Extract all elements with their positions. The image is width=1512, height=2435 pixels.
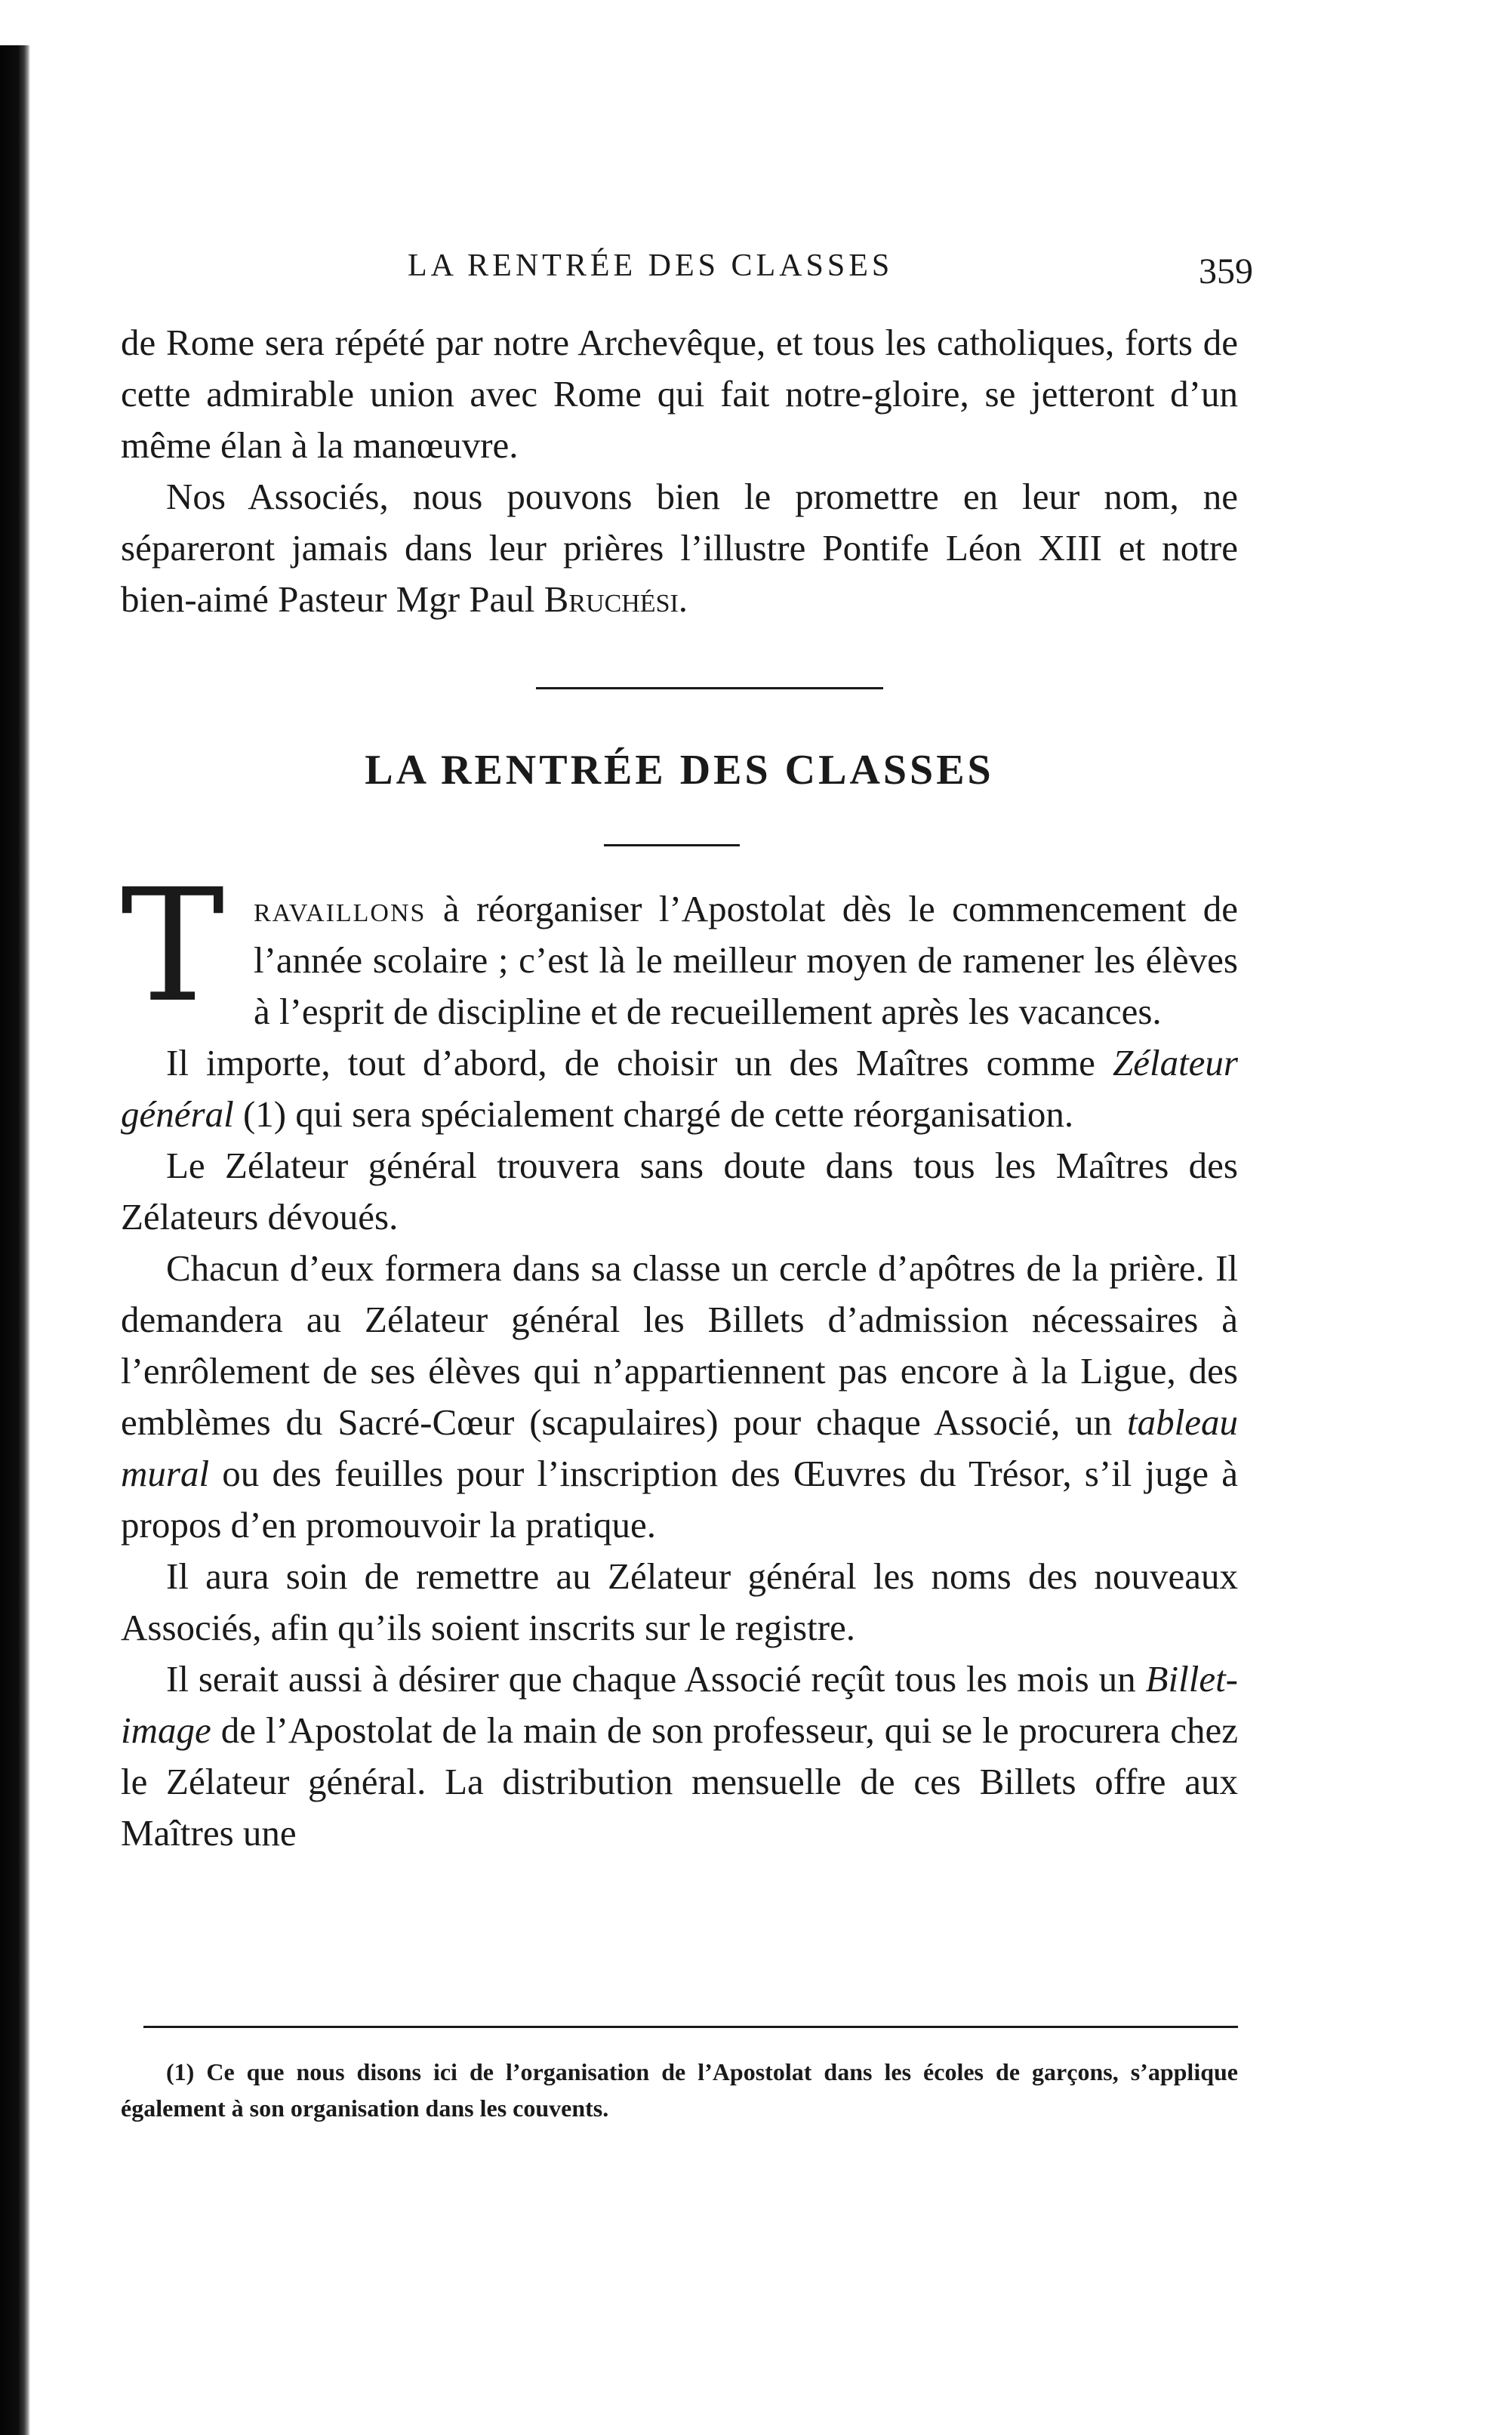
running-header (121, 242, 1253, 294)
circle-text-end: ou des feuilles pour l’inscription des Œuvres du Trésor, s’il juge à propos d’en promouvoir la pratique. (121, 1453, 1238, 1546)
continuation-paragraph-text: de Rome sera répété par notre Archevêque, et tous les catholiques, forts de cette admirable union avec Rome qui fait notre-gloire, se jetteront d’un même élan à la manœuvre. (121, 322, 1238, 466)
register-paragraph-text: Il aura soin de remettre au Zélateur général les noms des nouveaux Associés, afin qu’ils soient inscrits sur le registre. (121, 1555, 1238, 1648)
circle-paragraph (121, 1243, 1238, 1551)
associates-paragraph-text: Nos Associés, nous pouvons bien le promettre en leur nom, ne sépareront jamais dans leur prières l’illustre Pontife Léon XIII et notre bien-aimé Pasteur Mgr Paul (121, 476, 1238, 620)
zelateur-text-start: Il importe, tout d’abord, de choisir un des Maîtres comme (166, 1042, 1113, 1083)
billet-paragraph (121, 1654, 1238, 1859)
continuation-paragraph (121, 317, 1238, 471)
opening-paragraph-text: à réorganiser l’Apostolat dès le commencement de l’année scolaire ; c’est là le meilleur moyen de ramener les élèves à l’esprit de discipline et de recueillement après les vacances. (254, 888, 1238, 1032)
page-number: 359 (1199, 251, 1253, 291)
section-body (121, 855, 1238, 1859)
masters-paragraph (121, 1140, 1238, 1243)
section-heading: LA RENTRÉE DES CLASSES (365, 747, 994, 794)
masters-paragraph-text: Le Zélateur général trouvera sans doute dans tous les Maîtres des Zélateurs dévoués. (121, 1145, 1238, 1238)
footnote: (1) Ce que nous disons ici de l’organisation de l’Apostolat dans les écoles de garçons, s’applique également à son organisation dans les couvents. (121, 2058, 1238, 2122)
running-title: LA RENTRÉE DES CLASSES (408, 248, 894, 283)
page-binding-edge (0, 45, 30, 2435)
heading-underline-rule (604, 844, 740, 846)
section-divider-rule (536, 687, 883, 689)
circle-text-start: Chacun d’eux formera dans sa classe un cercle d’apôtres de la prière. Il demandera au Zélateur général les Billets d’admission nécessaires à l’enrôlement de ses élèves qui n’appartiennent pas encore à la Ligue, des emblèmes du Sacré-Cœur (scapulaires) pour chaque Associé, un (121, 1247, 1238, 1443)
tableau-mural-term: tableau mural (121, 1401, 1238, 1494)
zelateur-text-end: (1) qui sera spécialement chargé de cette réorganisation. (233, 1093, 1074, 1135)
footnote-rule (143, 2026, 1238, 2028)
continuation-text (121, 317, 1238, 625)
billet-text-end: de l’Apostolat de la main de son professeur, qui se le procurera chez le Zélateur général. La distribution mensuelle de ces Billets offre aux Maîtres une (121, 1709, 1238, 1854)
bishop-name: Bruchési. (544, 578, 688, 620)
drop-cap-letter: T (121, 855, 225, 1037)
associates-paragraph (121, 471, 1238, 625)
billet-text-start: Il serait aussi à désirer que chaque Associé reçût tous les mois un (166, 1658, 1146, 1700)
zelateur-general-term: Zélateur général (121, 1042, 1238, 1135)
opening-paragraph (121, 855, 1238, 1037)
billet-image-term: Billet-image (121, 1658, 1238, 1751)
opening-lead-word: ravaillons (254, 888, 427, 929)
zelateur-paragraph (121, 1037, 1238, 1140)
register-paragraph (121, 1551, 1238, 1654)
